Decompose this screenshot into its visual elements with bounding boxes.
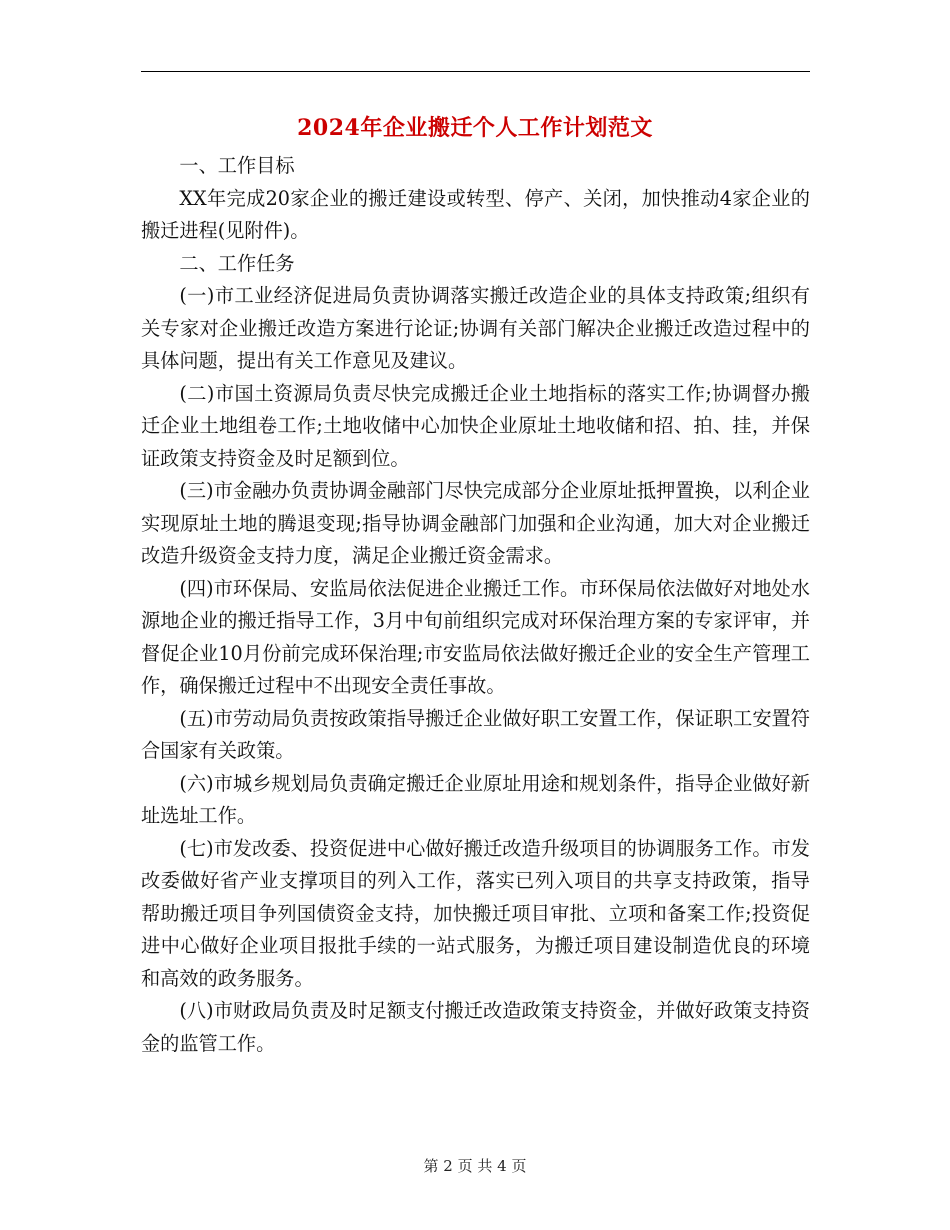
section-heading-tasks: 二、工作任务 [179, 251, 295, 275]
paragraph-task-1: (一)市工业经济促进局负责协调落实搬迁改造企业的具体支持政策;组织有关专家对企业搬迁改造方案进行论证;协调有关部门解决企业搬迁改造过程中的具体问题，提出有关工作意见及建议。 [141, 284, 810, 372]
page-number-label: 第 2 页 共 4 页 [423, 1157, 527, 1175]
page-number-footer [0, 1156, 950, 1176]
paragraph-task-5: (五)市劳动局负责按政策指导搬迁企业做好职工安置工作，保证职工安置符合国家有关政策。 [141, 706, 810, 762]
document-title: 2024年企业搬迁个人工作计划范文 [297, 115, 653, 141]
document-body [141, 150, 810, 1060]
paragraph-task-7: (七)市发改委、投资促进中心做好搬迁改造升级项目的协调服务工作。市发改委做好省产业支撑项目的列入工作，落实已列入项目的共享支持政策，指导帮助搬迁项目争列国债资金支持，加快搬迁项目审批、立项和备案工作;投资促进中心做好企业项目报批手续的一站式服务，为搬迁项目建设制造优良的环境和高效的政务服务。 [141, 836, 810, 990]
paragraph-task-3: (三)市金融办负责协调金融部门尽快完成部分企业原址抵押置换，以利企业实现原址土地的腾退变现;指导协调金融部门加强和企业沟通，加大对企业搬迁改造升级资金支持力度，满足企业搬迁资金需求。 [141, 479, 810, 567]
paragraph-task-6: (六)市城乡规划局负责确定搬迁企业原址用途和规划条件，指导企业做好新址选址工作。 [141, 771, 810, 827]
paragraph-task-2: (二)市国土资源局负责尽快完成搬迁企业土地指标的落实工作;协调督办搬迁企业土地组卷工作;土地收储中心加快企业原址土地收储和招、拍、挂，并保证政策支持资金及时足额到位。 [141, 381, 810, 470]
header-rule [141, 71, 810, 72]
paragraph-task-4: (四)市环保局、安监局依法促进企业搬迁工作。市环保局依法做好对地处水源地企业的搬迁指导工作，3月中旬前组织完成对环保治理方案的专家评审，并督促企业10月份前完成环保治理;市安监局依法做好搬迁企业的安全生产管理工作，确保搬迁过程中不出现安全责任事故。 [141, 576, 810, 697]
paragraph-task-8: (八)市财政局负责及时足额支付搬迁改造政策支持资金，并做好政策支持资金的监管工作。 [141, 999, 810, 1055]
paragraph-goals: XX年完成20家企业的搬迁建设或转型、停产、关闭，加快推动4家企业的搬迁进程(见附件)。 [141, 186, 810, 242]
section-heading-goals: 一、工作目标 [179, 154, 295, 177]
